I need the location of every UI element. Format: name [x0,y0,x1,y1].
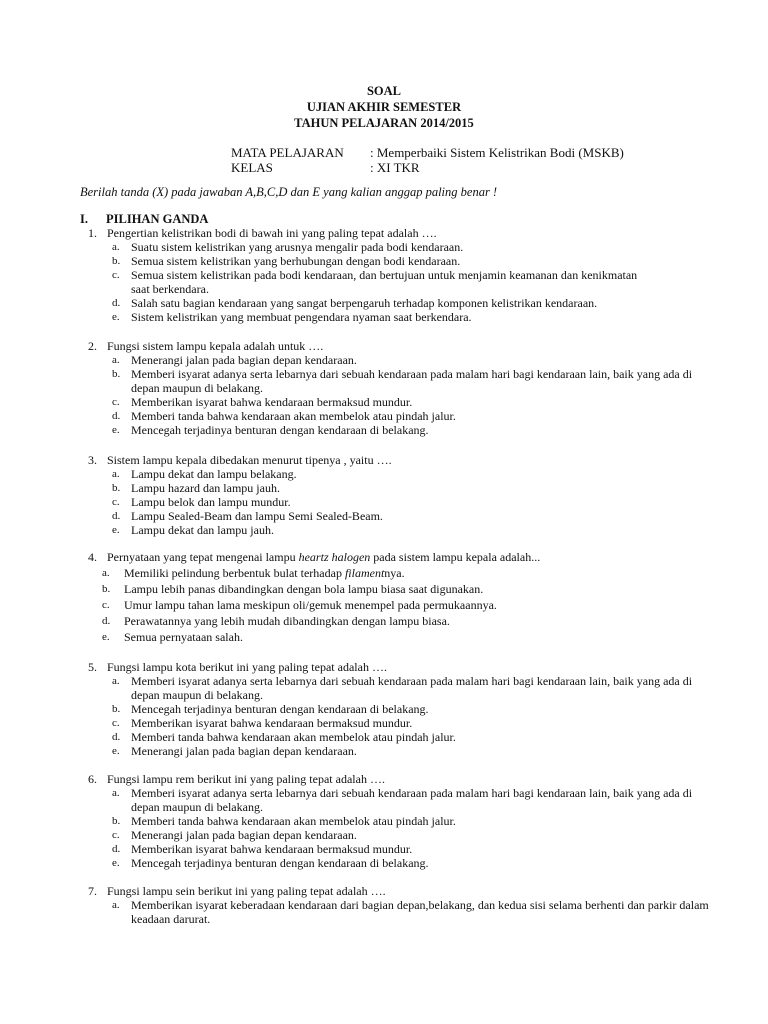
option-text: Semua sistem kelistrikan pada bodi kendaraan, dan bertujuan untuk menjamin keamanan dan kenikmatan saat berkendara. [131,268,638,296]
question-text: Fungsi lampu sein berikut ini yang paling tepat adalah …. [107,884,386,898]
question-text-emphasis: heartz halogen [298,550,371,564]
question-number: 6. [88,772,97,786]
option-letter: b. [112,815,121,827]
question-5 [88,660,693,758]
option-letter: a. [112,241,120,253]
option-text: Memberi tanda bahwa kendaraan akan membelok atau pindah jalur. [131,814,456,828]
option-b[interactable] [88,254,688,268]
option-letter: e. [112,311,120,323]
question-4 [88,549,688,645]
option-list [88,786,693,870]
option-d[interactable] [88,409,688,423]
question-7 [88,884,709,926]
option-list [88,565,688,645]
option-d[interactable] [88,730,688,744]
option-text: Salah satu bagian kendaraan yang sangat berpengaruh terhadap komponen kelistrikan kendaraan. [131,296,598,310]
option-letter: a. [112,787,120,799]
option-text: Umur lampu tahan lama meskipun oli/gemuk menempel pada permukaannya. [124,598,497,612]
option-c[interactable] [88,268,651,296]
option-text: Memberi tanda bahwa kendaraan akan membelok atau pindah jalur. [131,409,456,423]
option-text: Memberikan isyarat bahwa kendaraan bermaksud mundur. [131,395,413,409]
doc-title-exam: UJIAN AKHIR SEMESTER [306,100,462,114]
question-text: Fungsi lampu rem berikut ini yang paling tepat adalah …. [107,772,385,786]
option-letter: e. [112,857,120,869]
option-e[interactable] [88,744,688,758]
option-text: Mencegah terjadinya benturan dengan kendaraan di belakang. [131,423,429,437]
question-stem [88,549,688,565]
question-stem [88,226,688,240]
option-letter: b. [112,703,121,715]
option-letter: c. [112,717,120,729]
question-number: 1. [88,226,97,240]
option-letter: d. [112,510,121,522]
option-letter: a. [112,468,120,480]
option-text: Memberikan isyarat bahwa kendaraan bermaksud mundur. [131,842,413,856]
question-stem [88,884,688,898]
question-number: 5. [88,660,97,674]
question-number: 4. [88,550,97,564]
option-list [88,674,693,758]
option-list [88,898,709,926]
option-list [88,467,688,537]
option-letter: c. [112,496,120,508]
option-letter: c. [112,269,120,281]
option-letter: b. [112,482,121,494]
question-1 [88,226,688,324]
question-number: 2. [88,339,97,353]
option-text: Memberi isyarat adanya serta lebarnya dari sebuah kendaraan pada malam hari bagi kendaraan lain, baik yang ada di depan maupun di belakang. [131,367,693,395]
option-letter: d. [112,410,121,422]
option-letter: d. [102,615,111,627]
question-stem [88,339,688,353]
option-e[interactable] [88,856,688,870]
option-text: Semua sistem kelistrikan yang berhubungan dengan bodi kendaraan. [131,254,461,268]
option-d[interactable] [88,613,688,629]
option-e[interactable] [88,629,688,645]
option-letter: a. [112,675,120,687]
option-b[interactable] [88,481,688,495]
option-text: Lampu dekat dan lampu jauh. [131,523,274,537]
option-b[interactable] [88,581,688,597]
option-text-post: nya. [384,566,405,580]
option-text: Lampu dekat dan lampu belakang. [131,467,297,481]
section-title: PILIHAN GANDA [106,212,209,226]
option-letter: b. [112,255,121,267]
option-d[interactable] [88,842,688,856]
option-e[interactable] [88,423,688,437]
option-letter: b. [102,583,111,595]
option-text: Memberi isyarat adanya serta lebarnya dari sebuah kendaraan pada malam hari bagi kendaraan lain, baik yang ada di depan maupun di belakang. [131,786,693,814]
option-text: Lampu lebih panas dibandingkan dengan bola lampu biasa saat digunakan. [124,582,484,596]
question-2 [88,339,693,437]
option-text: Menerangi jalan pada bagian depan kendaraan. [131,828,357,842]
option-text: Memberi tanda bahwa kendaraan akan membelok atau pindah jalur. [131,730,456,744]
option-b[interactable] [88,702,688,716]
question-number: 3. [88,453,97,467]
option-text: Semua pernyataan salah. [124,630,243,644]
option-a[interactable] [88,898,709,926]
option-a[interactable] [88,565,688,581]
doc-title-soal: SOAL [366,84,402,98]
option-a[interactable] [88,353,688,367]
option-letter: c. [112,829,120,841]
option-c[interactable] [88,597,688,613]
meta-subject-value: : Memperbaiki Sistem Kelistrikan Bodi (MSKB) [370,145,624,160]
question-text-post: pada sistem lampu kepala adalah... [370,550,541,564]
option-list [88,353,693,437]
option-a[interactable] [88,786,709,814]
option-letter: c. [112,396,120,408]
option-a[interactable] [88,240,688,254]
option-text: Memberikan isyarat keberadaan kendaraan dari bagian depan,belakang, dan kedua sisi selama berhenti dan parkir dalam keadaan darurat. [131,898,709,926]
option-letter: a. [112,899,120,911]
meta-class-label: KELAS [231,160,273,175]
option-e[interactable] [88,310,688,324]
option-d[interactable] [88,509,688,523]
section-heading [80,212,208,227]
option-c[interactable] [88,495,688,509]
option-c[interactable] [88,395,688,409]
question-6 [88,772,693,870]
instruction-text: Berilah tanda (X) pada jawaban A,B,C,D dan E yang kalian anggap paling benar ! [80,185,498,199]
option-b[interactable] [88,814,688,828]
option-text: Memberikan isyarat bahwa kendaraan bermaksud mundur. [131,716,413,730]
option-letter: c. [102,599,110,611]
question-3 [88,453,688,537]
option-list [88,240,688,324]
option-text: Menerangi jalan pada bagian depan kendaraan. [131,744,357,758]
option-text: Lampu belok dan lampu mundur. [131,495,291,509]
option-c[interactable] [88,828,688,842]
question-stem [88,772,688,786]
question-number: 7. [88,884,97,898]
question-text: Sistem lampu kepala dibedakan menurut tipenya , yaitu …. [107,453,392,467]
option-text: Perawatannya yang lebih mudah dibandingkan dengan lampu biasa. [124,614,450,628]
option-b[interactable] [88,367,709,395]
option-letter: b. [112,368,121,380]
option-a[interactable] [88,467,688,481]
question-stem [88,660,688,674]
option-text: Suatu sistem kelistrikan yang arusnya mengalir pada bodi kendaraan. [131,240,464,254]
option-text: Menerangi jalan pada bagian depan kendaraan. [131,353,357,367]
option-text: Memberi isyarat adanya serta lebarnya dari sebuah kendaraan pada malam hari bagi kendaraan lain, baik yang ada di depan maupun di belakang. [131,674,693,702]
option-letter: d. [112,731,121,743]
question-stem [88,453,688,467]
option-letter: d. [112,843,121,855]
doc-title-year: TAHUN PELAJARAN 2014/2015 [294,116,474,130]
question-text: Pengertian kelistrikan bodi di bawah ini yang paling tepat adalah …. [107,226,437,240]
option-text: Sistem kelistrikan yang membuat pengendara nyaman saat berkendara. [131,310,472,324]
option-text-pre: Memiliki pelindung berbentuk bulat terhadap [124,566,345,580]
option-text: Mencegah terjadinya benturan dengan kendaraan di belakang. [131,702,429,716]
option-text-emphasis: filament [344,566,385,580]
meta-class-value: : XI TKR [370,160,420,175]
option-letter: d. [112,297,121,309]
option-c[interactable] [88,716,688,730]
option-a[interactable] [88,674,709,702]
option-text: Lampu hazard dan lampu jauh. [131,481,280,495]
option-letter: a. [112,354,120,366]
option-text: Mencegah terjadinya benturan dengan kendaraan di belakang. [131,856,429,870]
option-letter: e. [112,745,120,757]
option-d[interactable] [88,296,688,310]
option-text: Lampu Sealed-Beam dan lampu Semi Sealed-Beam. [131,509,383,523]
question-text-pre: Pernyataan yang tepat mengenai lampu [107,550,299,564]
option-letter: e. [102,631,110,643]
meta-subject-label: MATA PELAJARAN [231,145,344,160]
question-text: Fungsi lampu kota berikut ini yang paling tepat adalah …. [107,660,387,674]
question-text: Fungsi sistem lampu kepala adalah untuk …. [107,339,324,353]
option-letter: a. [102,567,110,579]
option-letter: e. [112,424,120,436]
option-e[interactable] [88,523,688,537]
section-number: I. [80,212,88,226]
option-letter: e. [112,524,120,536]
